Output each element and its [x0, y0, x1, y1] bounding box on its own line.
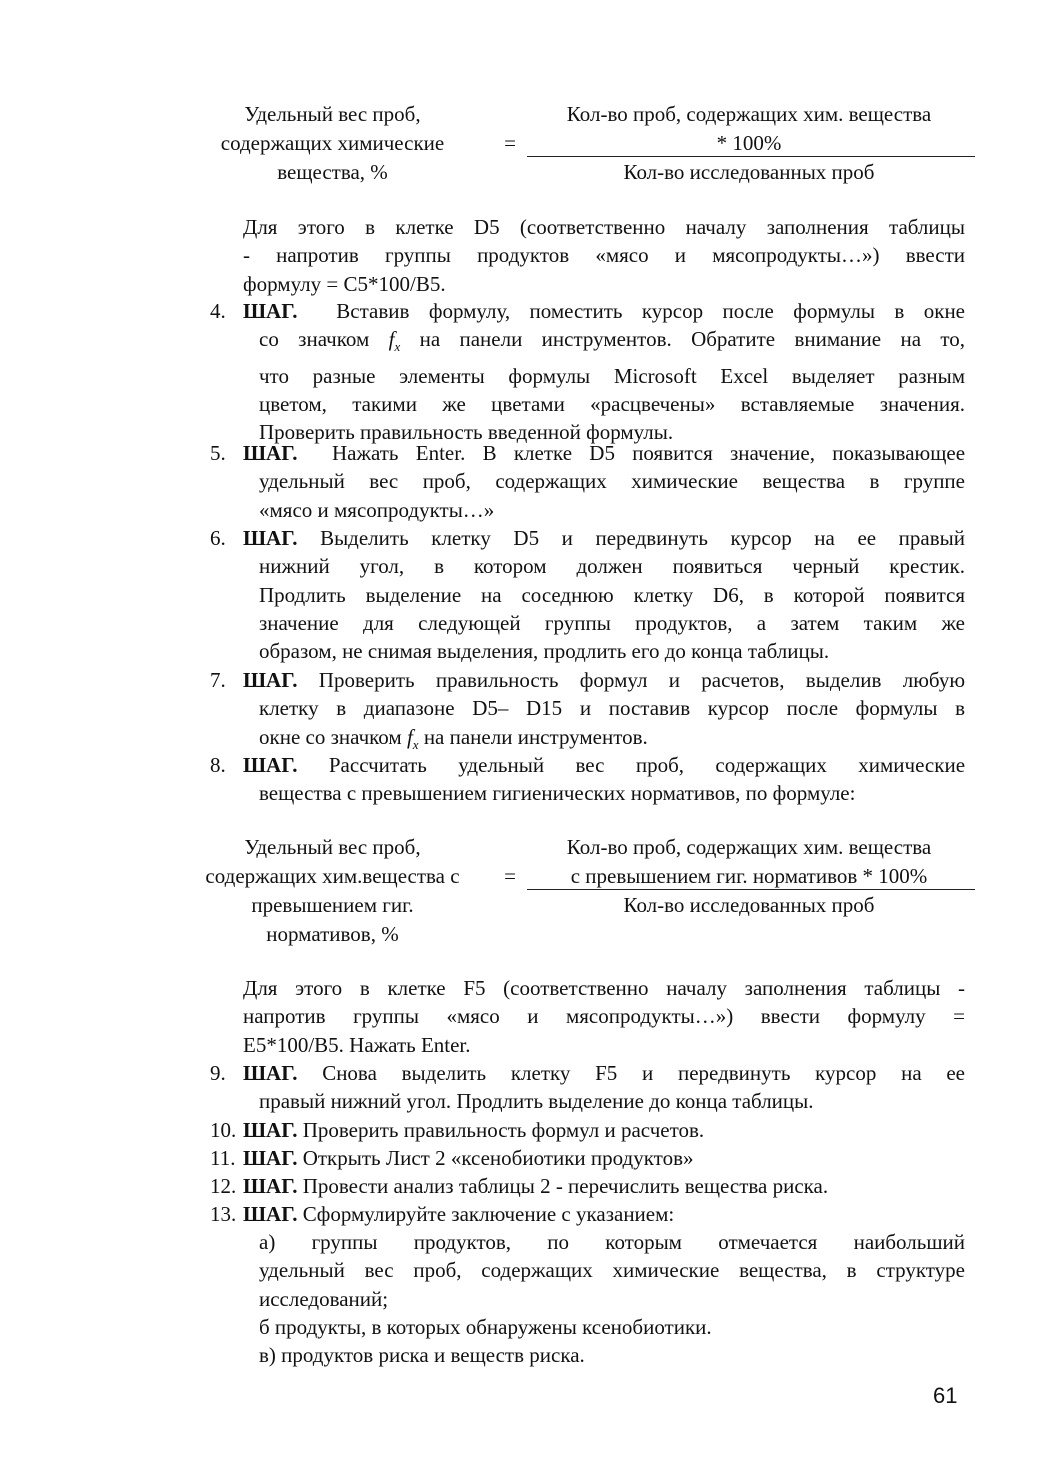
step-text: Провести анализ таблицы 2 - перечислить вещества риска.	[302, 1174, 829, 1198]
step-text: удельный вес проб, содержащих химические вещества в группе	[259, 469, 965, 494]
sub-item-line: а) группы продуктов, по которым отмечается наибольший	[259, 1230, 965, 1254]
formula-1-lhs-line: Удельный вес проб,	[244, 102, 421, 126]
step-text: образом, не снимая выделения, продлить его до конца таблицы.	[259, 639, 830, 664]
step-text: со значком	[259, 327, 370, 352]
fx-icon: $f_x$	[406, 724, 419, 752]
formula-2-lhs	[175, 833, 490, 949]
paragraph-line: Е5*100/В5. Нажать Enter.	[243, 1032, 471, 1057]
step-number: 12.	[210, 1174, 237, 1198]
paragraph-line: Для этого в клетке F5 (соответственно началу заполнения таблицы -	[243, 976, 965, 1000]
step-text: Сформулируйте заключение с указанием:	[302, 1202, 675, 1226]
step-11	[210, 1144, 965, 1172]
step-text: значение для следующей группы продуктов, а затем таким же	[259, 610, 965, 635]
step-label: ШАГ.	[243, 441, 298, 465]
step-text: Нажать Enter. В клетке D5 появится значение, показывающее	[331, 441, 966, 465]
step-number: 6.	[210, 526, 226, 550]
step-text: нижний угол, в котором должен появиться черный крестик.	[259, 554, 965, 579]
step-text: цветом, такими же цветами «расцвечены» вставляемые значения.	[259, 392, 965, 417]
step-text: на панели инструментов.	[423, 724, 648, 749]
step-10	[210, 1116, 965, 1144]
step-label: ШАГ.	[243, 1118, 298, 1142]
step-8	[210, 751, 965, 808]
step-text: Рассчитать удельный вес проб, содержащих химические	[328, 753, 966, 777]
formula-2-lhs-line: превышением гиг.	[251, 893, 414, 917]
paragraph-line: Для этого в клетке D5 (соответственно началу заполнения таблицы	[243, 215, 965, 239]
step-text: правый нижний угол. Продлить выделение до конца таблицы.	[259, 1089, 814, 1114]
page-number: 61	[933, 1383, 958, 1408]
step-7	[210, 666, 965, 759]
step-6	[210, 524, 965, 665]
step-text: Вставив формулу, поместить курсор после формулы в окне	[336, 299, 966, 323]
step-5	[210, 439, 965, 524]
formula-2-denominator: Кол-во исследованных проб	[623, 893, 875, 917]
step-number: 13.	[210, 1202, 237, 1226]
step-number: 7.	[210, 668, 226, 692]
formula-2-lhs-line: нормативов, %	[266, 922, 399, 946]
formula-1-numerator-line: Кол-во проб, содержащих хим. вещества	[566, 102, 932, 126]
paragraph-line: - напротив группы продуктов «мясо и мясопродукты…») ввести	[243, 243, 965, 268]
step-number: 10.	[210, 1118, 237, 1142]
formula-2-lhs-line: Удельный вес проб,	[244, 835, 421, 859]
step-number: 11.	[210, 1146, 236, 1170]
step-text: Проверить правильность формул и расчетов.	[302, 1118, 705, 1142]
paragraph-1	[243, 213, 965, 298]
step-number: 5.	[210, 441, 226, 465]
step-label: ШАГ.	[243, 1061, 298, 1085]
sub-item-line: удельный вес проб, содержащих химические вещества, в структуре	[259, 1258, 965, 1283]
step-text: клетку в диапазоне D5– D15 и поставив курсор после формулы в	[259, 696, 965, 721]
formula-2-numerator-line: Кол-во проб, содержащих хим. вещества	[566, 835, 932, 859]
step-text: на панели инструментов. Обратите внимание на то,	[419, 327, 966, 352]
step-12	[210, 1172, 965, 1200]
step-text: что разные элементы формулы Microsoft Excel выделяет разным	[259, 363, 965, 388]
step-number: 4.	[210, 299, 226, 323]
step-9	[210, 1059, 965, 1116]
formula-1-denominator: Кол-во исследованных проб	[623, 160, 875, 184]
step-number: 8.	[210, 753, 226, 777]
formula-2-numerator-line: с превышением гиг. нормативов * 100%	[570, 864, 928, 888]
formula-2-numerator	[525, 833, 973, 891]
formula-1-numerator-line: * 100%	[716, 131, 782, 155]
step-text: Открыть Лист 2 «ксенобиотики продуктов»	[302, 1146, 694, 1170]
sub-item-line: в) продуктов риска и веществ риска.	[259, 1343, 585, 1367]
fx-icon: $f_x$	[388, 327, 401, 355]
formula-2-fraction-bar	[527, 889, 975, 890]
formula-1-lhs-line: вещества, %	[277, 160, 388, 184]
step-label: ШАГ.	[243, 668, 298, 692]
paragraph-line: напротив группы «мясо и мясопродукты…») ввести формулу =	[243, 1004, 965, 1029]
step-text: Выделить клетку D5 и передвинуть курсор на ее правый	[320, 526, 965, 550]
step-label: ШАГ.	[243, 1174, 298, 1198]
step-text: Продлить выделение на соседнюю клетку D6, в которой появится	[259, 582, 965, 607]
formula-1-equals: =	[504, 131, 516, 155]
sub-item-line: б продукты, в которых обнаружены ксенобиотики.	[259, 1315, 712, 1339]
paragraph-2	[243, 974, 965, 1059]
step-label: ШАГ.	[243, 299, 298, 323]
formula-1-numerator	[525, 100, 973, 158]
sub-item-a	[259, 1228, 965, 1313]
step-label: ШАГ.	[243, 526, 298, 550]
step-text: вещества с превышением гигиенических нормативов, по формуле:	[259, 781, 856, 806]
step-text: Проверить правильность формул и расчетов, выделив любую	[318, 668, 966, 692]
step-text: окне со значком	[259, 724, 402, 749]
step-text: «мясо и мясопродукты…»	[259, 497, 495, 522]
step-4	[210, 297, 965, 447]
formula-1-lhs	[175, 100, 490, 187]
step-text: Снова выделить клетку F5 и передвинуть курсор на ее	[322, 1061, 965, 1085]
sub-item-c	[259, 1341, 965, 1369]
formula-1-lhs-line: содержащих химические	[220, 131, 445, 155]
formula-2-lhs-line: содержащих хим.вещества с	[205, 864, 460, 888]
paragraph-line: формулу = С5*100/В5.	[243, 271, 446, 296]
step-text: Проверить правильность введенной формулы.	[259, 420, 674, 445]
formula-2-equals: =	[504, 864, 516, 888]
sub-item-b	[259, 1313, 965, 1341]
step-number: 9.	[210, 1061, 226, 1085]
formula-1-fraction-bar	[527, 156, 975, 157]
step-13	[210, 1200, 965, 1228]
step-label: ШАГ.	[243, 1202, 298, 1226]
sub-item-line: исследований;	[259, 1286, 389, 1311]
step-label: ШАГ.	[243, 753, 298, 777]
step-label: ШАГ.	[243, 1146, 298, 1170]
